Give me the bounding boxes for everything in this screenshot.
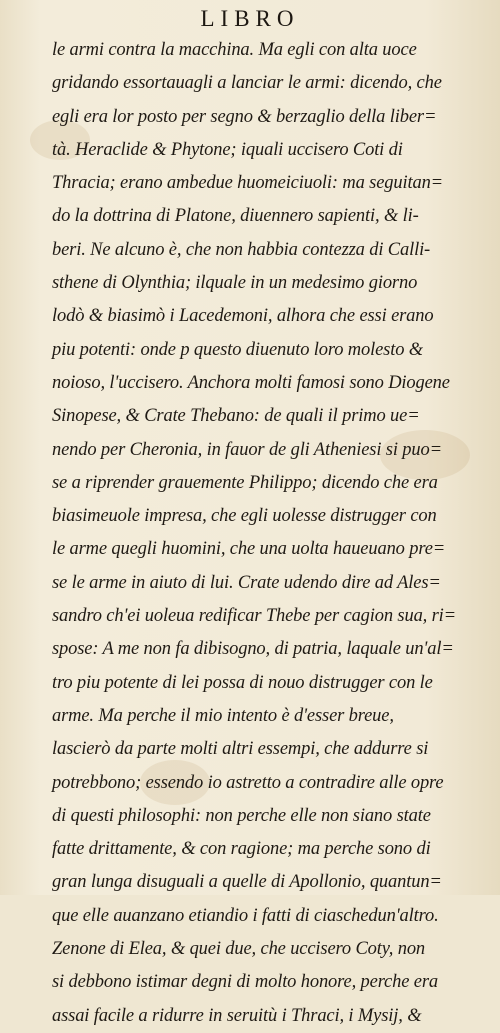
text-line: gridando essortauagli a lanciar le armi: dicendo, che (52, 73, 442, 94)
text-line: le armi contra la macchina. Ma egli con alta uoce (52, 40, 417, 60)
text-line: nendo per Cheronia, in fauor de gli Atheniesi si puo= (52, 439, 442, 460)
text-line: sthene di Olynthia; ilquale in un medesimo giorno (52, 273, 418, 294)
text-line: potrebbono; essendo io astretto a contradire alle opre (52, 772, 444, 793)
text-line: que elle auanzano etiandio i fatti di ciaschedun'altro. (52, 905, 439, 926)
text-line: Zenone di Elea, & quei due, che uccisero Coty, non (52, 939, 426, 960)
text-line: se a riprender grauemente Philippo; dicendo che era (52, 472, 438, 493)
text-line: egli era lor posto per segno & berzaglio della liber= (52, 106, 437, 127)
text-line: lodò & biasimò i Lacedemoni, alhora che essi erano (52, 306, 434, 327)
text-line: di questi philosophi: non perche elle non siano state (52, 805, 431, 826)
text-line: le arme quegli huomini, che una uolta haueuano pre= (52, 539, 446, 560)
text-line: Sinopese, & Crate Thebano: de quali il primo ue= (52, 406, 420, 427)
running-head: LIBRO (200, 6, 300, 31)
text-line: gran lunga disuguali a quelle di Apollonio, quantun= (52, 872, 442, 893)
text-line: arme. Ma perche il mio intento è d'esser breue, (52, 705, 394, 726)
text-line: do la dottrina di Platone, diuennero sapienti, & li- (52, 206, 419, 227)
text-line: fatte drittamente, & con ragione; ma perche sono di (52, 839, 431, 860)
text-line: piu potenti: onde p questo diuenuto loro molesto & (52, 339, 424, 360)
text-line: si debbono istimar degni di molto honore, perche era (52, 972, 438, 993)
text-line: spose: A me non fa dibisogno, di patria, laquale un'al= (52, 639, 454, 660)
text-line: beri. Ne alcuno è, che non habbia contezza di Calli- (52, 239, 431, 260)
text-line: noioso, l'uccisero. Anchora molti famosi sono Diogene (52, 372, 450, 393)
text-line: Thracia; erano ambedue huomeiciuoli: ma seguitan= (52, 173, 444, 194)
body-text (52, 34, 480, 1033)
text-line: tro piu potente di lei possa di nouo distrugger con le (52, 672, 433, 693)
text-line: biasimeuole impresa, che egli uolesse distrugger con (52, 506, 437, 527)
text-line: assai facile a ridurre in seruitù i Thraci, i Mysij, & (52, 1005, 422, 1026)
text-line: se le arme in aiuto di lui. Crate udendo dire ad Ales= (52, 572, 441, 593)
text-line: sandro ch'ei uoleua redificar Thebe per cagion sua, ri= (52, 606, 457, 627)
text-line: tà. Heraclide & Phytone; iquali uccisero Coti di (52, 139, 403, 160)
text-line: lascierò da parte molti altri essempi, che addurre si (52, 739, 429, 760)
